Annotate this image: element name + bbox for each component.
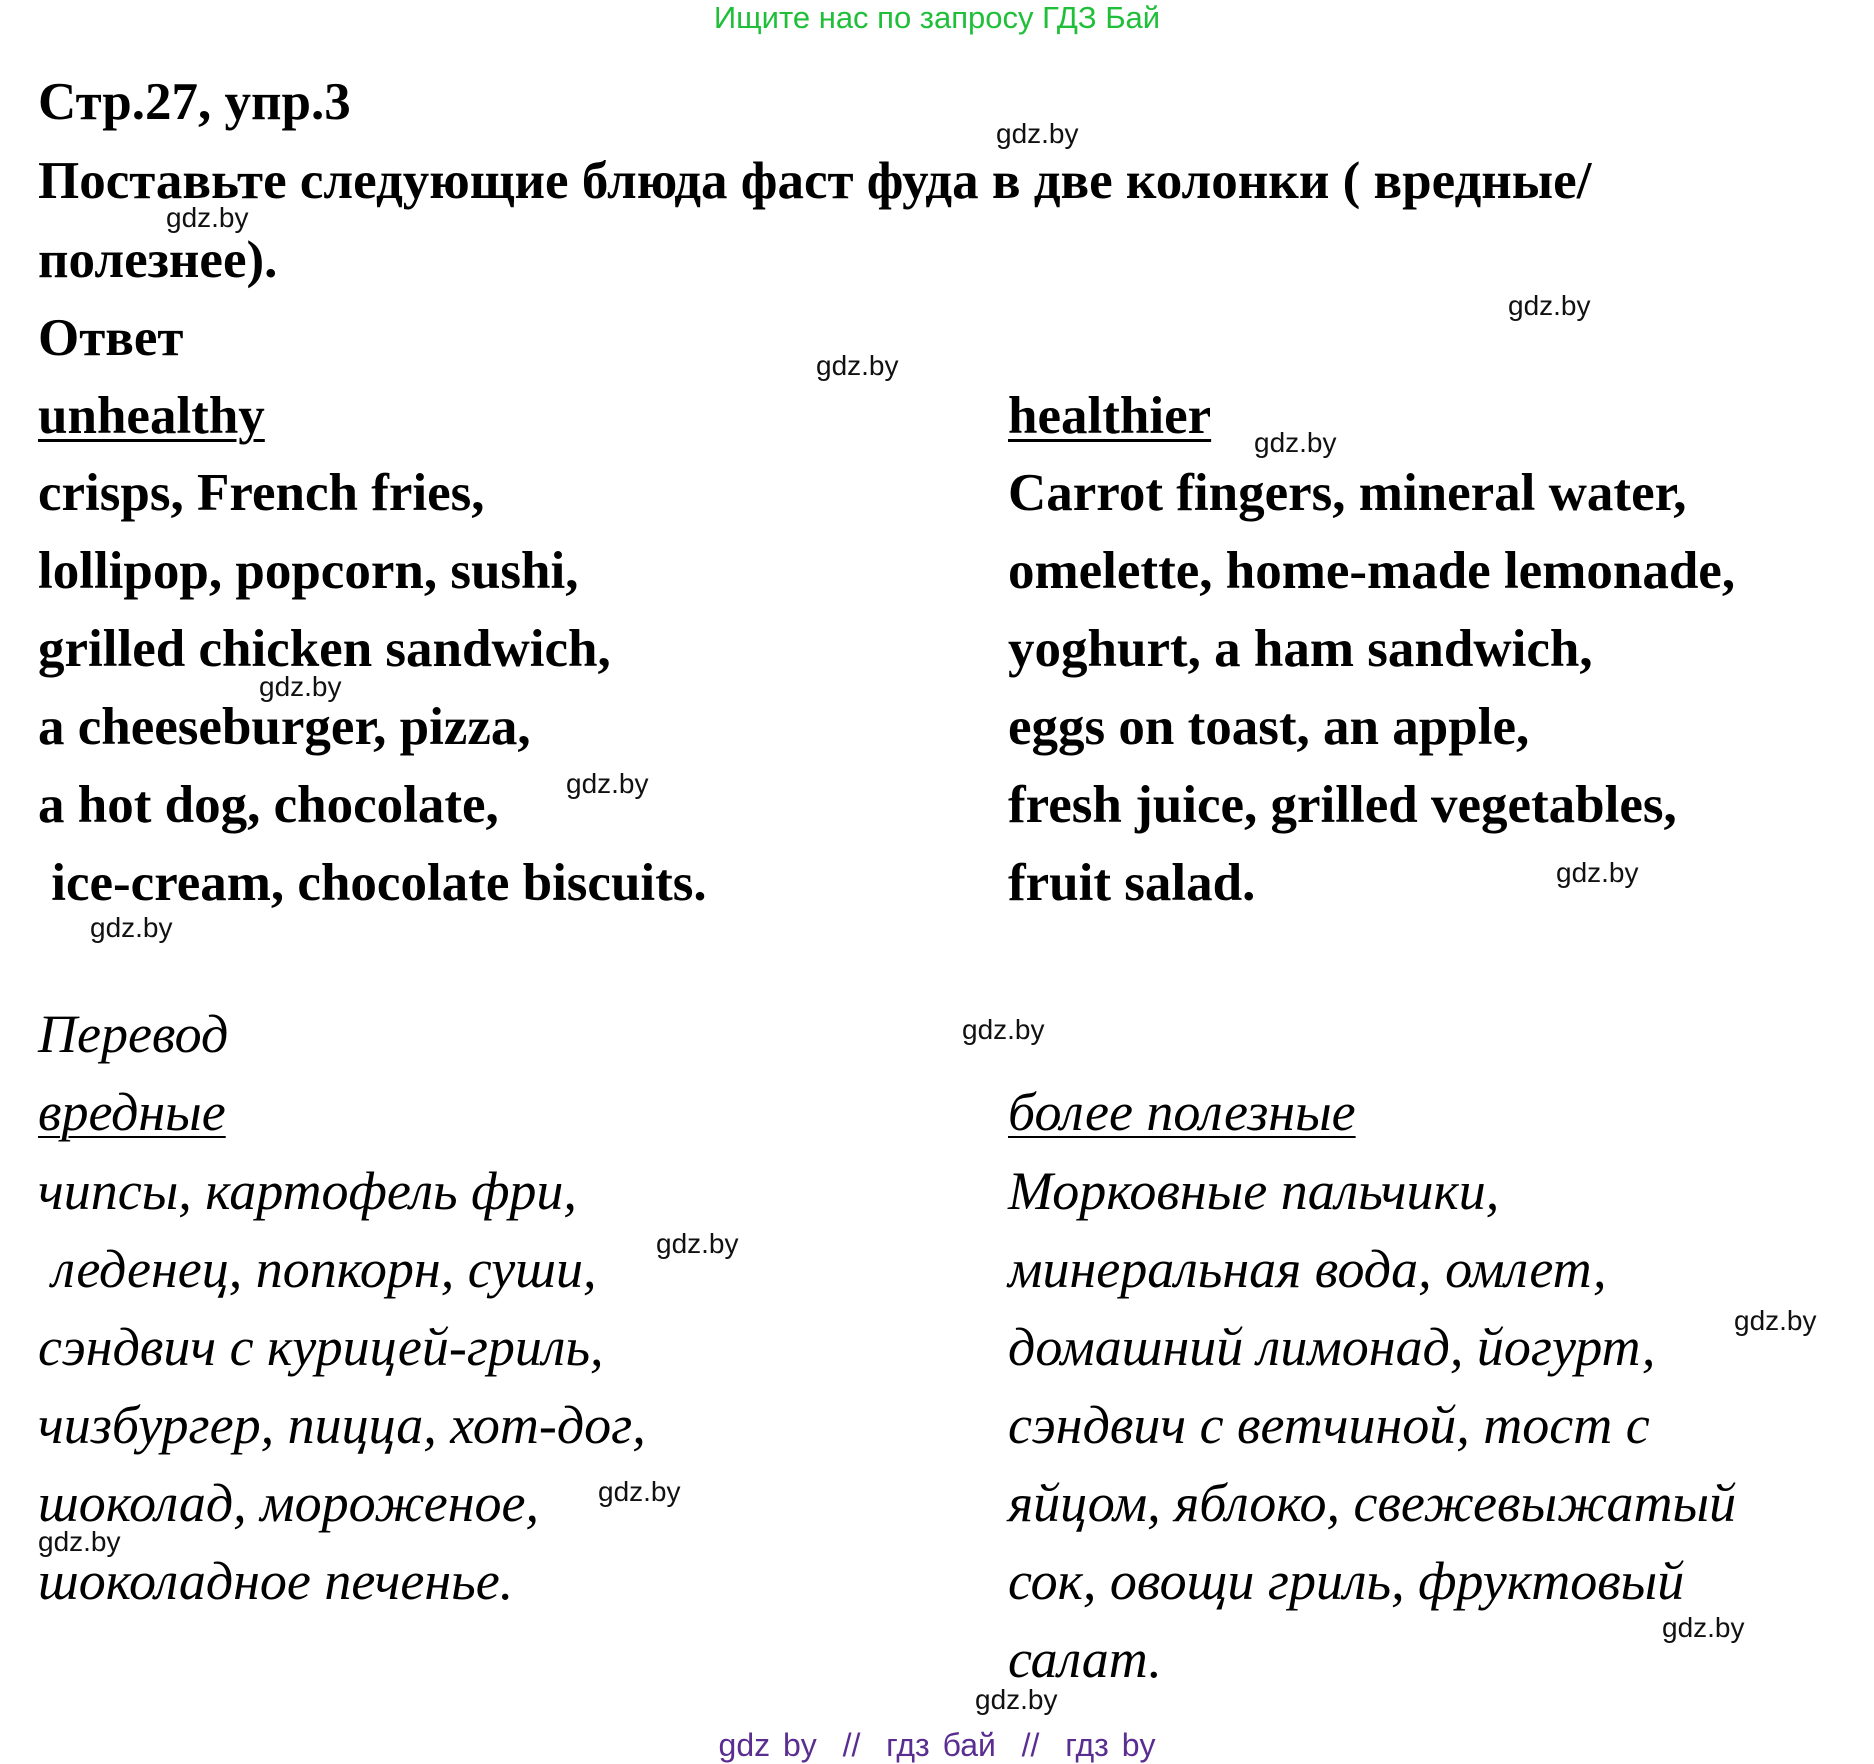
healthier-line: yoghurt, a ham sandwich, xyxy=(1008,620,1593,678)
unhealthy-line: a hot dog, chocolate, xyxy=(38,776,499,834)
translation-label: Перевод xyxy=(38,1004,229,1064)
more-healthy-line: яйцом, яблоко, свежевыжатый xyxy=(1008,1473,1737,1533)
healthier-line: Carrot fingers, mineral water, xyxy=(1008,464,1687,522)
footer-links[interactable]: gdz by // гдз бай // гдз by xyxy=(718,1727,1156,1763)
watermark: gdz.by xyxy=(962,1014,1045,1045)
page-title: Стр.27, упр.3 xyxy=(38,73,351,131)
answer-label: Ответ xyxy=(38,309,184,367)
watermark: gdz.by xyxy=(1662,1612,1745,1643)
unhealthy-line: a cheeseburger, pizza, xyxy=(38,698,531,756)
more-healthy-line: домашний лимонад, йогурт, xyxy=(1008,1317,1656,1377)
watermark: gdz.by xyxy=(1508,290,1591,321)
watermark: gdz.by xyxy=(90,912,173,943)
watermark: gdz.by xyxy=(1556,857,1639,888)
watermark: gdz.by xyxy=(259,671,342,702)
watermark: gdz.by xyxy=(816,350,899,381)
watermark: gdz.by xyxy=(975,1684,1058,1715)
unhealthy-line: grilled chicken sandwich, xyxy=(38,620,611,678)
watermark: gdz.by xyxy=(1734,1305,1817,1336)
harmful-header: вредные xyxy=(38,1082,226,1142)
harmful-line: шоколадное печенье. xyxy=(38,1551,514,1611)
more-healthy-line: салат. xyxy=(1008,1629,1162,1689)
harmful-line: леденец, попкорн, суши, xyxy=(38,1239,597,1299)
healthier-line: eggs on toast, an apple, xyxy=(1008,698,1530,756)
watermark: gdz.by xyxy=(996,118,1079,149)
healthier-line: fresh juice, grilled vegetables, xyxy=(1008,776,1677,834)
more-healthy-line: сэндвич с ветчиной, тост с xyxy=(1008,1395,1650,1455)
unhealthy-header: unhealthy xyxy=(38,387,265,445)
watermark: gdz.by xyxy=(38,1526,121,1557)
watermark: gdz.by xyxy=(656,1228,739,1259)
task-line-1: Поставьте следующие блюда фаст фуда в две колонки ( вредные/ xyxy=(38,152,1592,210)
watermark: gdz.by xyxy=(566,768,649,799)
harmful-line: чизбургер, пицца, хот-дог, xyxy=(38,1395,646,1455)
more-healthy-header: более полезные xyxy=(1008,1082,1356,1142)
task-line-2: полезнее). xyxy=(38,231,278,289)
unhealthy-line: lollipop, popcorn, sushi, xyxy=(38,542,579,600)
healthier-line: omelette, home-made lemonade, xyxy=(1008,542,1736,600)
unhealthy-line: crisps, French fries, xyxy=(38,464,485,522)
harmful-line: шоколад, мороженое, xyxy=(38,1473,540,1533)
search-banner[interactable]: Ищите нас по запросу ГДЗ Бай xyxy=(713,0,1161,35)
harmful-line: чипсы, картофель фри, xyxy=(38,1161,577,1221)
more-healthy-line: минеральная вода, омлет, xyxy=(1008,1239,1607,1299)
healthier-line: fruit salad. xyxy=(1008,854,1256,912)
unhealthy-line: ice-cream, chocolate biscuits. xyxy=(38,854,707,912)
watermark: gdz.by xyxy=(166,202,249,233)
healthier-header: healthier xyxy=(1008,387,1212,445)
more-healthy-line: Морковные пальчики, xyxy=(1008,1161,1500,1221)
watermark: gdz.by xyxy=(598,1476,681,1507)
watermark: gdz.by xyxy=(1254,427,1337,458)
harmful-line: сэндвич с курицей-гриль, xyxy=(38,1317,604,1377)
more-healthy-line: сок, овощи гриль, фруктовый xyxy=(1008,1551,1685,1611)
